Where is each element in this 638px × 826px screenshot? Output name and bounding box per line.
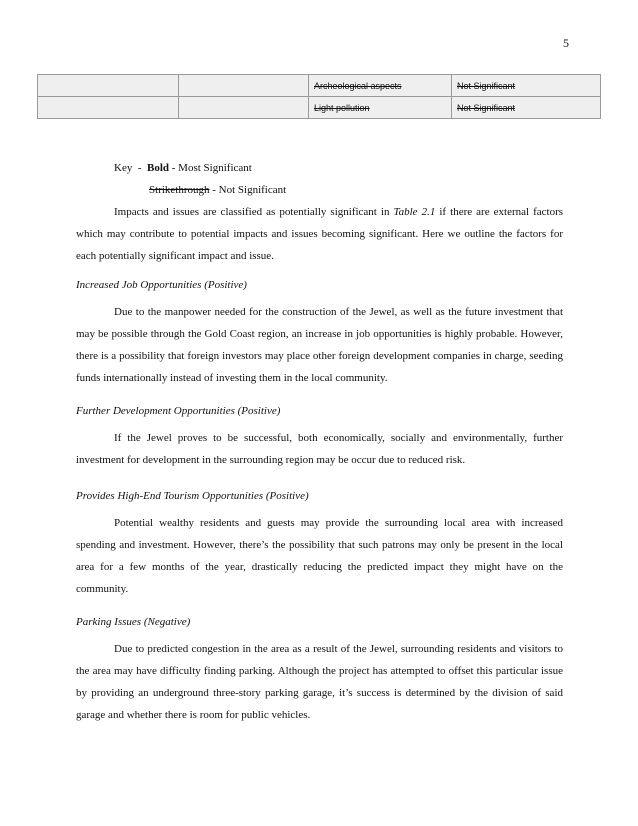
table-cell-significance: Not Significant: [452, 75, 601, 97]
section-job-opportunities: [76, 274, 563, 296]
page-number: 5: [563, 36, 569, 50]
section-body-wrap: [76, 512, 563, 600]
section-body-wrap: [76, 301, 563, 389]
impact-significance-table: [37, 74, 601, 119]
table-cell-significance: Not Significant: [452, 97, 601, 119]
section-further-development: [76, 400, 563, 422]
key-label: Key: [114, 162, 133, 174]
key-strike-desc: - Not Significant: [209, 184, 287, 196]
key-legend-strike: [76, 179, 563, 201]
key-bold-term: Bold: [147, 162, 170, 174]
table-cell-aspect: Archeological aspects: [309, 75, 452, 97]
section-body-wrap: [76, 638, 563, 726]
table-cell-empty: [179, 97, 309, 119]
table-cell-aspect: Light pollution: [309, 97, 452, 119]
key-bold-desc: - Most Significant: [169, 162, 252, 174]
section-parking-issues: [76, 611, 563, 633]
table-reference: Table 2.1: [393, 206, 436, 218]
section-heading: Increased Job Opportunities (Positive): [76, 279, 247, 291]
intro-text-end: if there are external factors which may contribute to potential impacts and issues becoming significant. Here we outline the factors for each potentially significant impact and issue.: [76, 206, 564, 262]
key-dash: -: [137, 162, 142, 174]
intro-paragraph: [76, 201, 563, 267]
section-body: If the Jewel proves to be successful, both economically, socially and environmentally, further investment for development in the surrounding region may be occur due to reduced risk.: [76, 432, 563, 466]
key-legend-bold: [76, 157, 563, 179]
table-row: [38, 97, 601, 119]
section-body-wrap: [76, 427, 563, 471]
key-strike-term: Strikethrough: [149, 184, 210, 196]
key-and-intro: [76, 157, 563, 267]
section-body: Due to the manpower needed for the construction of the Jewel, as well as the future investment that may be possible through the Gold Coast region, an increase in job opportunities is highly probable. However, there is a possibility that foreign investors may place other foreign development companies in charge, seeding funds internationally instead of investing them in the local community.: [76, 306, 563, 384]
table-row: [38, 75, 601, 97]
intro-text-start: Impacts and issues are classified as potentially significant in: [114, 206, 394, 218]
section-body: Due to predicted congestion in the area as a result of the Jewel, surrounding residents and visitors to the area may have difficulty finding parking. Although the project has attempted to offset this particular issue by providing an underground three-story parking garage, it’s success is determined by the division of said garage and whether there is room for public vehicles.: [76, 643, 563, 721]
section-heading: Provides High-End Tourism Opportunities (Positive): [76, 490, 309, 502]
section-tourism-opportunities: [76, 485, 563, 507]
section-heading: Parking Issues (Negative): [76, 616, 191, 628]
section-heading: Further Development Opportunities (Positive): [76, 405, 281, 417]
table-cell-empty: [38, 97, 179, 119]
table-cell-empty: [38, 75, 179, 97]
section-body: Potential wealthy residents and guests may provide the surrounding local area with increased spending and investment. However, there’s the possibility that such patrons may only be present in the local area for a few months of the year, drastically reducing the predicted impact they might have on the community.: [76, 517, 563, 595]
table-cell-empty: [179, 75, 309, 97]
